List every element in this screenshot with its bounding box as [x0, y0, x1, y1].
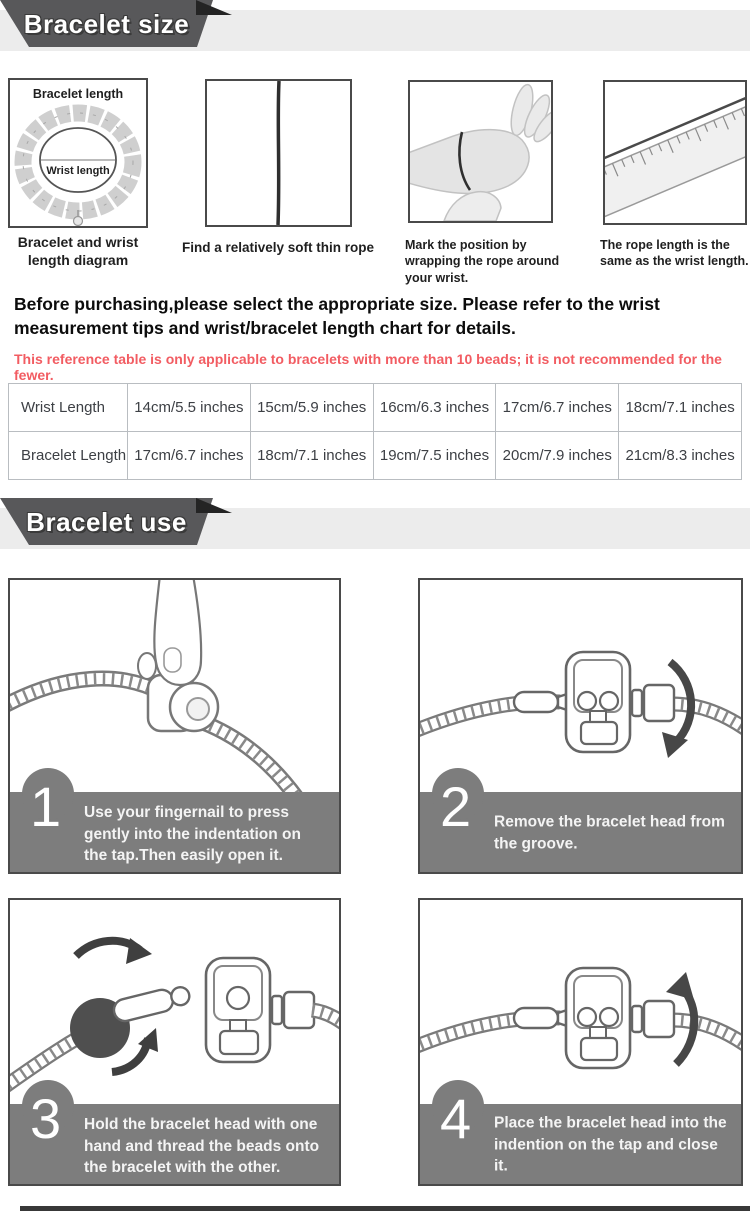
use-step-4-panel: [418, 898, 743, 1186]
table-cell: 21cm/8.3 inches: [619, 432, 742, 480]
wrist-hand: [410, 130, 529, 194]
table-cell: 15cm/5.9 inches: [250, 384, 373, 432]
table-cell: 20cm/7.9 inches: [496, 432, 619, 480]
step-1-bar: [8, 775, 341, 874]
table-cell: 18cm/7.1 inches: [250, 432, 373, 480]
step-2-text: Remove the bracelet head from the groove.: [494, 813, 725, 852]
table-cell: 18cm/7.1 inches: [619, 384, 742, 432]
clasp-head: [206, 958, 270, 1062]
bracelet-diagram-box: [8, 78, 148, 228]
bracelet-diagram-illustration: [10, 80, 146, 226]
bottom-divider: [20, 1206, 750, 1211]
end-cap: [272, 992, 314, 1028]
rope-left: [10, 679, 160, 708]
bracelet-size-title: Bracelet size: [23, 9, 190, 39]
rotate-arrow-top-icon: [76, 938, 152, 964]
remove-head-illustration: [420, 580, 741, 794]
rope-line: [278, 81, 279, 225]
wrist-wrap-box: [408, 80, 553, 223]
reference-warning: This reference table is only applicable to bracelets with more than 10 beads; it is not recommended for the fewer.: [14, 351, 722, 383]
step-3-number: 3: [30, 1087, 62, 1150]
table-cell: 19cm/7.5 inches: [373, 432, 496, 480]
use-step-3-panel: [8, 898, 341, 1186]
use-step-2-panel: [418, 578, 743, 874]
rope-right: [672, 1020, 741, 1048]
press-tap-illustration: [10, 580, 339, 794]
step-4-number: 4: [440, 1087, 472, 1150]
step-4-bar: [418, 1087, 743, 1186]
use-step-1-panel: [8, 578, 341, 874]
figure1-caption: Bracelet and wrist length diagram: [17, 234, 139, 269]
rope-box: [205, 79, 352, 227]
table-cell: 16cm/6.3 inches: [373, 384, 496, 432]
open-clasp: [566, 968, 630, 1068]
bracelet-head-pin: [112, 983, 192, 1023]
step-2-bar: [418, 775, 743, 874]
table-cell: 17cm/6.7 inches: [496, 384, 619, 432]
step-1-number: 1: [30, 775, 62, 838]
bracelet-length-header: Bracelet Length: [9, 432, 128, 480]
close-head-illustration: [420, 900, 741, 1106]
finger: [138, 580, 201, 685]
step-2-number: 2: [440, 775, 472, 838]
step-3-bar: [8, 1087, 341, 1186]
figure3-caption: Mark the position by wrapping the rope around your wrist.: [405, 238, 560, 285]
ruler-illustration: [605, 82, 745, 223]
end-cap: [632, 685, 674, 721]
bracelet-use-title: Bracelet use: [26, 507, 187, 537]
step-1-text: Use your fingernail to press gently into the indentation on the tap.Then easily open it.: [84, 804, 301, 865]
bracelet-size-banner: [0, 0, 750, 58]
size-table: [8, 383, 742, 480]
rope-illustration: [207, 81, 350, 225]
table-cell: 17cm/6.7 inches: [128, 432, 251, 480]
figure4-caption: The rope length is the same as the wrist length.: [600, 238, 749, 269]
wrist-length-label: Wrist length: [46, 165, 110, 177]
wrist-wrap-illustration: [410, 82, 551, 221]
open-clasp: [566, 652, 630, 752]
ruler: [605, 85, 745, 221]
rope-right: [312, 1010, 339, 1032]
end-cap: [632, 1001, 674, 1037]
figure2-caption: Find a relatively soft thin rope: [181, 240, 375, 255]
charm-pendant: [74, 217, 83, 226]
table-row: [9, 432, 742, 480]
table-row: [9, 384, 742, 432]
bracelet-length-label: Bracelet length: [32, 87, 124, 101]
step-3-text: Hold the bracelet head with one hand and thread the beads onto the bracelet with the other.: [84, 1116, 320, 1177]
step-4-text: Place the bracelet head into the indention on the tap and close it.: [494, 1114, 727, 1175]
purchase-notice: Before purchasing,please select the appropriate size. Please refer to the wrist measurement tips and wrist/bracelet length chart for details.: [14, 294, 660, 338]
wrist-length-header: Wrist Length: [9, 384, 128, 432]
bracelet-use-banner: [0, 498, 750, 556]
thread-beads-illustration: [10, 900, 339, 1106]
table-cell: 14cm/5.5 inches: [128, 384, 251, 432]
rope-right: [202, 722, 304, 794]
ruler-box: [603, 80, 747, 225]
pinching-hand: [444, 192, 501, 221]
